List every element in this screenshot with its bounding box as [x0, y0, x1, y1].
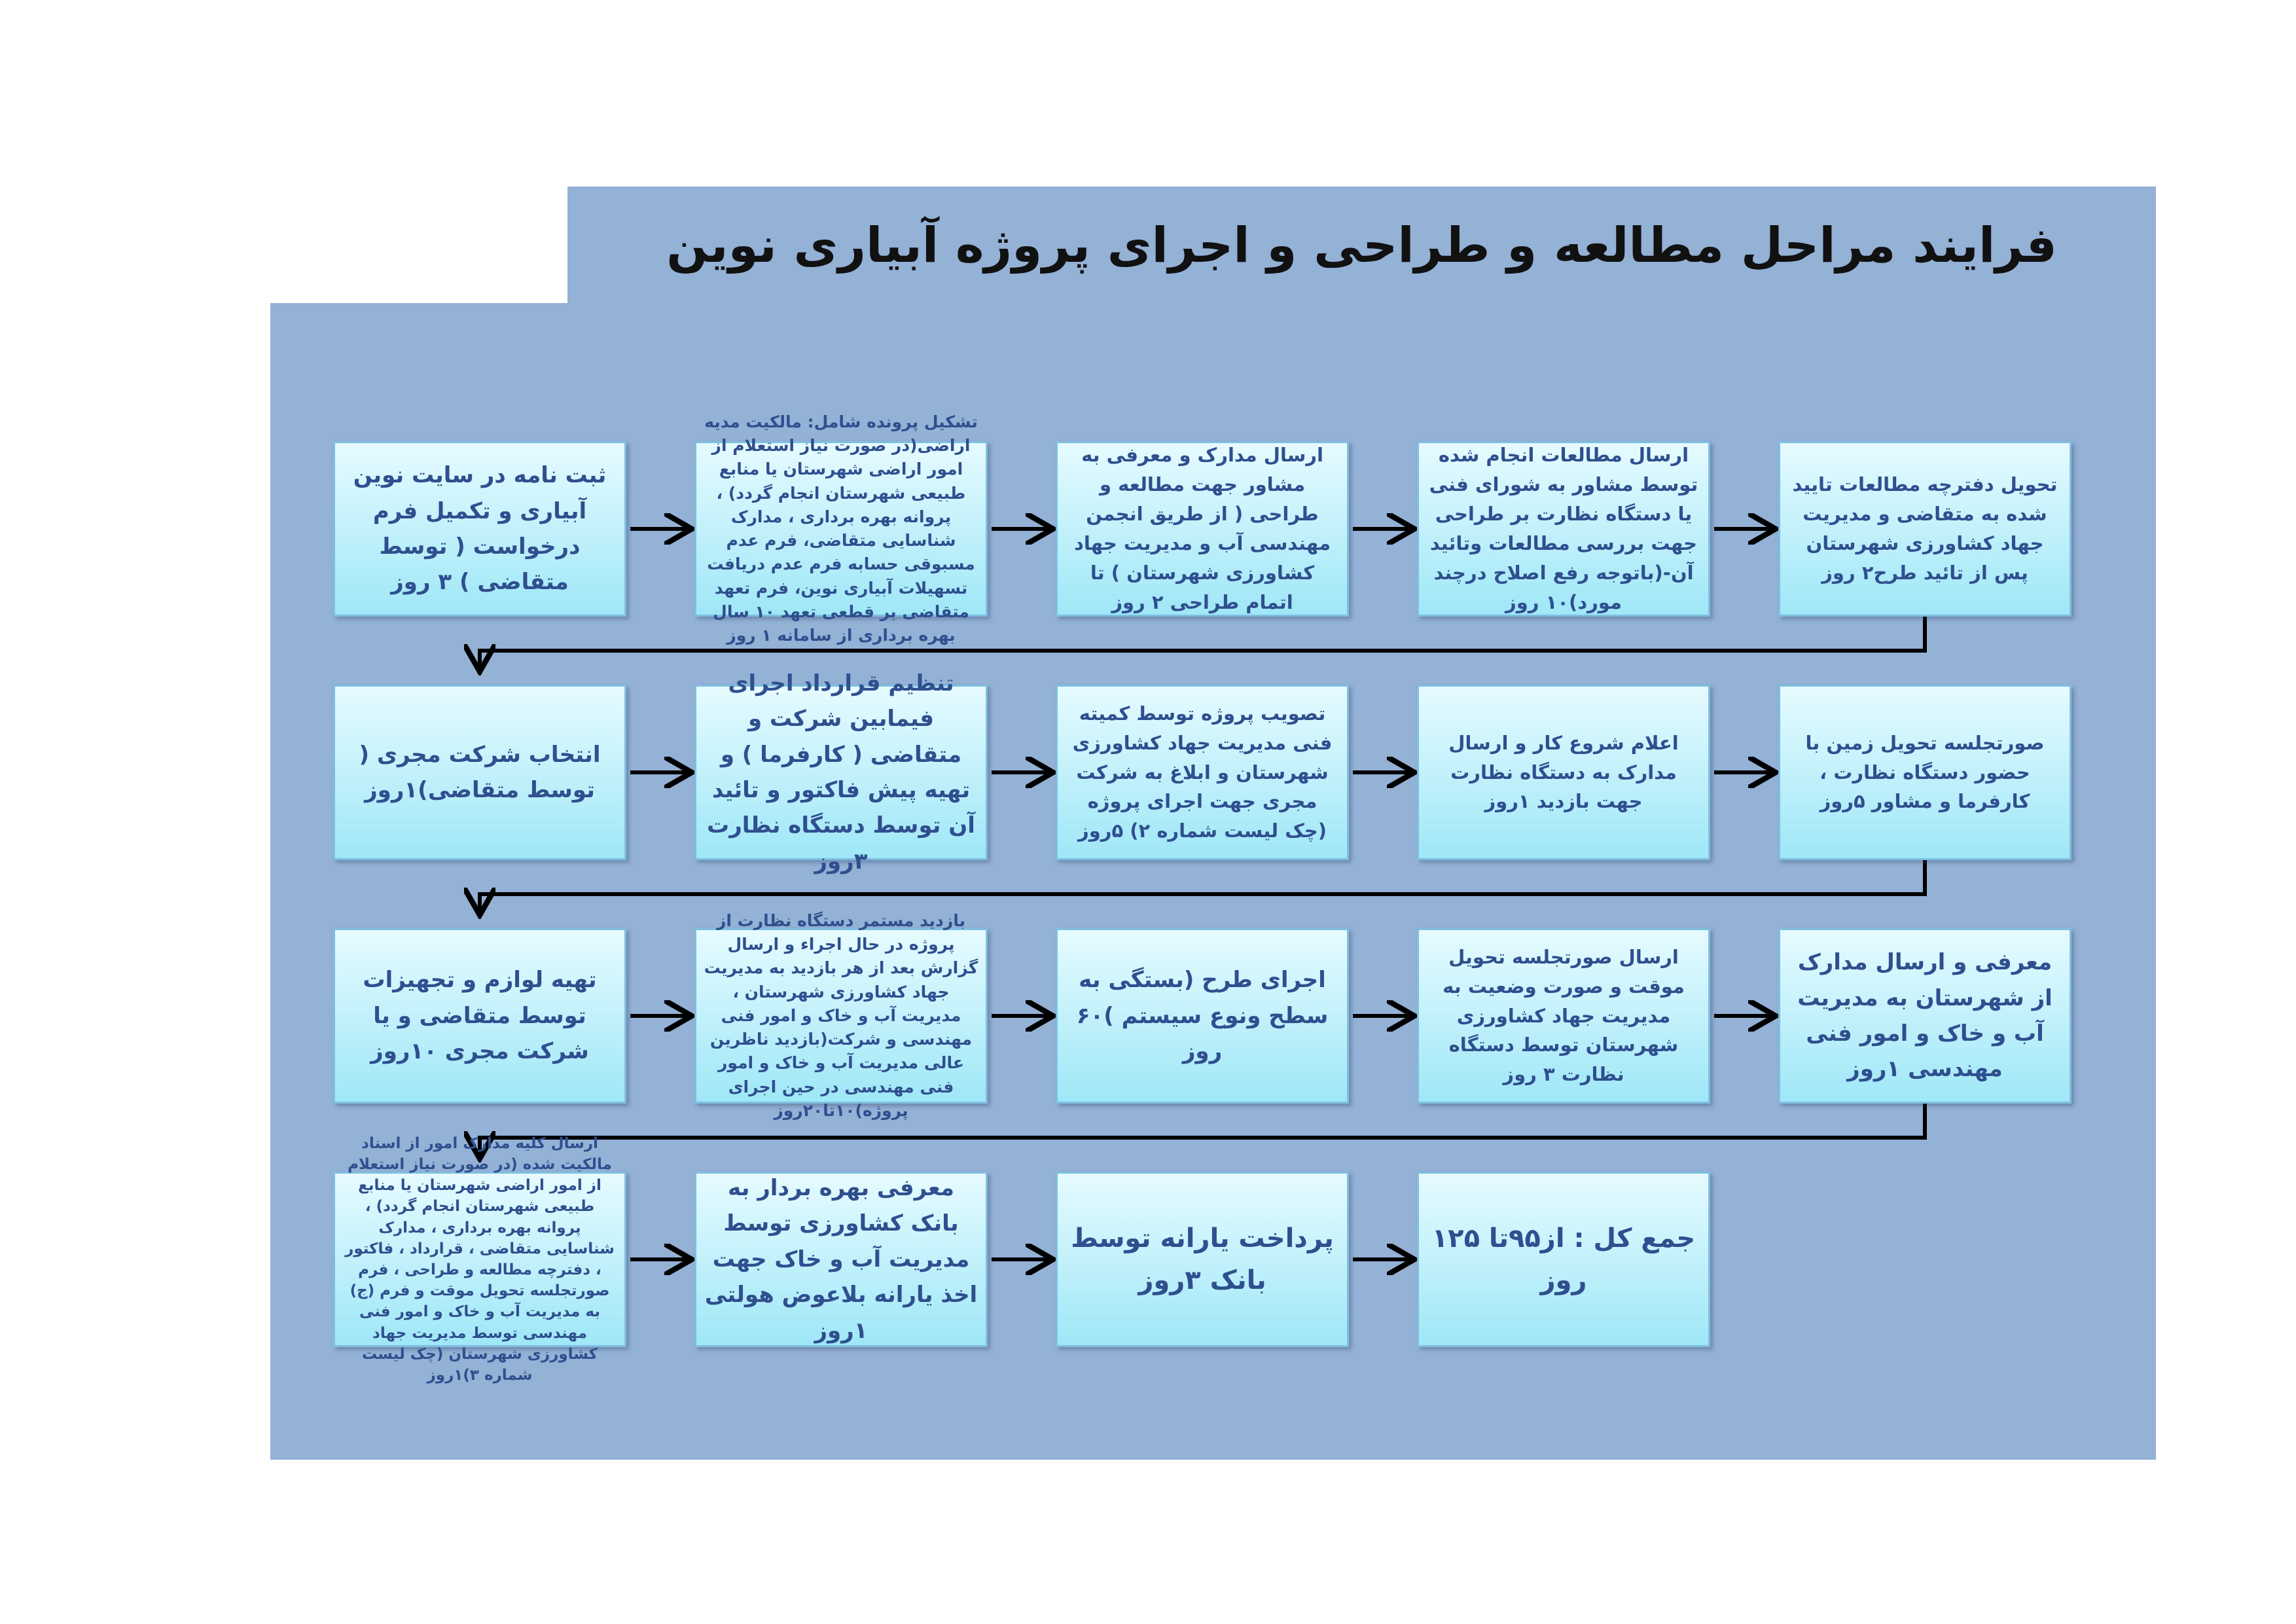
step-text: تهیه لوازم و تجهیزات توسط متقاضی و یا شرکت مجری ۱۰روز — [363, 967, 597, 1065]
step-deliver-studies — [1778, 441, 2072, 617]
step-text: ارسال مطالعات انجام شده توسط مشاور به شورای فنی یا دستگاه نظارت بر طراحی جهت بررسی مطالعات وتائید آن-(باتوجه رفع اصلاح درچند مورد)۱۰ روز — [1429, 444, 1698, 613]
step-text: اجرای طرح (بستگی به سطح ونوع سیستم )۶۰ روز — [1076, 967, 1329, 1065]
step-text: معرفی بهره بردار به بانک کشاورزی توسط مدیریت آب و خاک جهت اخذ یارانه بلاعوض هولتی ۱روز — [704, 1175, 978, 1344]
step-text: انتخاب شرکت مجری ( توسط متقاضی)۱روز — [359, 741, 601, 803]
step-register-request — [333, 441, 626, 617]
step-contract — [694, 670, 988, 875]
step-text: اعلام شروع کار و ارسال مدارک به دستگاه نظارت جهت بازدید ۱روز — [1448, 731, 1679, 813]
step-text: ارسال مدارک و معرفی به مشاور جهت مطالعه و طراحی ( از طریق انجمن مهندسی آب و مدیریت جهاد کشاورزی شهرستان ) تا اتمام طراحی ۲ روز — [1073, 444, 1331, 613]
step-text: ارسال کلیه مدارک امور از اسناد مالکیت شده (در صورت نیاز استعلام از امور اراضی شهرستان یا منابع طبیعی شهرستان انجام گردد) ، پروانه بهره برداری ، مدارک شناسایی متقاضی ، قرارداد ، فاکتور ، دفترچه مطالعه و طراحی ، فرم صورتجلسه تحویل موقت و فرم (ج) به مدیریت آب و خاک و امور فنی مهندسی توسط مدیریت جهاد کشاورزی شهرستان (چک لیست شماره ۳)۱روز — [345, 1134, 615, 1384]
step-text: تنظیم قرارداد اجرای فیمابین شرکت و متقاضی ( کارفرما ) و تهیه پیش فاکتور و تائید آن توسط دستگاه نظارت ۳روز — [707, 670, 975, 875]
step-subsidy-payment — [1056, 1172, 1349, 1347]
step-text: بازدید مستمر دستگاه نظارت از پروژه در حال اجراء و ارسال گزارش بعد از هر بازدید به مدیریت جهاد کشاورزی شهرستان ، مدیریت آب و خاک و امور فنی مهندسی و شرکت(بازدید ناظرین عالی مدیریت آب و خاک و امور فنی مهندسی در حین اجرای پروژه)۱۰تا۲۰روز — [704, 911, 978, 1120]
step-send-documents — [1778, 928, 2072, 1104]
step-text: صورتجلسه تحویل زمین با حضور دستگاه نظارت ، کارفرما و مشاور ۵روز — [1805, 731, 2045, 813]
step-temporary-handover — [1417, 928, 1710, 1104]
step-equipment-supply — [333, 928, 626, 1104]
step-land-handover — [1778, 685, 2072, 860]
step-select-contractor — [333, 685, 626, 860]
step-implementation — [1056, 928, 1349, 1104]
step-bank-referral — [694, 1172, 988, 1347]
step-text: ثبت نامه در سایت نوین آبیاری و تکمیل فرم درخواست ( توسط متقاضی ) ۳ روز — [353, 462, 607, 596]
step-text: معرفی و ارسال مدارک از شهرستان به مدیریت آب و خاک و امور فنی مهندسی ۱روز — [1797, 949, 2053, 1083]
step-text: تحویل دفترچه مطالعات تایید شده به متقاضی و مدیریت جهاد کشاورزی شهرستان پس از تائید طرح۲ روز — [1792, 473, 2058, 584]
step-work-start — [1417, 685, 1710, 860]
step-file-formation — [694, 412, 988, 645]
step-text: جمع کل : از۹۵تا ۱۲۵ روز — [1431, 1223, 1696, 1295]
step-text: تشکیل پرونده شامل: مالکیت مدیه اراضی(در صورت نیاز استعلام از امور اراضی شهرستان یا منابع طبیعی شهرستان انجام گردد) ، پروانه بهره برداری ، مدارک شناسایی متقاضی، فرم عدم مسبوقی حسابه فرم عدم دریافت تسهیلات آبیاری نوین، فرم تعهد متقاضی بر قطعی تعهد ۱۰ سال بهره برداری از سامانه ۱ روز — [704, 412, 978, 645]
step-technical-review — [1417, 441, 1710, 617]
step-project-approval — [1056, 685, 1349, 860]
step-supervision-visits — [694, 911, 988, 1120]
page-title: فرایند مراحل مطالعه و طراحی و اجرای پروژه آبیاری نوین — [666, 217, 2057, 274]
step-text: پرداخت یارانه توسط بانک ۳روز — [1071, 1223, 1334, 1295]
step-consultant-referral — [1056, 441, 1349, 617]
step-send-all-documents — [333, 1134, 626, 1384]
step-total-duration — [1417, 1172, 1710, 1347]
step-text: تصویب پروژه توسط کمیته فنی مدیریت جهاد کشاورزی شهرستان و ابلاغ به شرکت مجری جهت اجرای پروژه (چک لیست شماره ۲) ۵روز — [1072, 702, 1333, 842]
step-text: ارسال صورتجلسه تحویل موقت و صورت وضعیت به مدیریت جهاد کشاورزی شهرستان توسط دستگاه نظارت ۳ روز — [1443, 945, 1685, 1086]
